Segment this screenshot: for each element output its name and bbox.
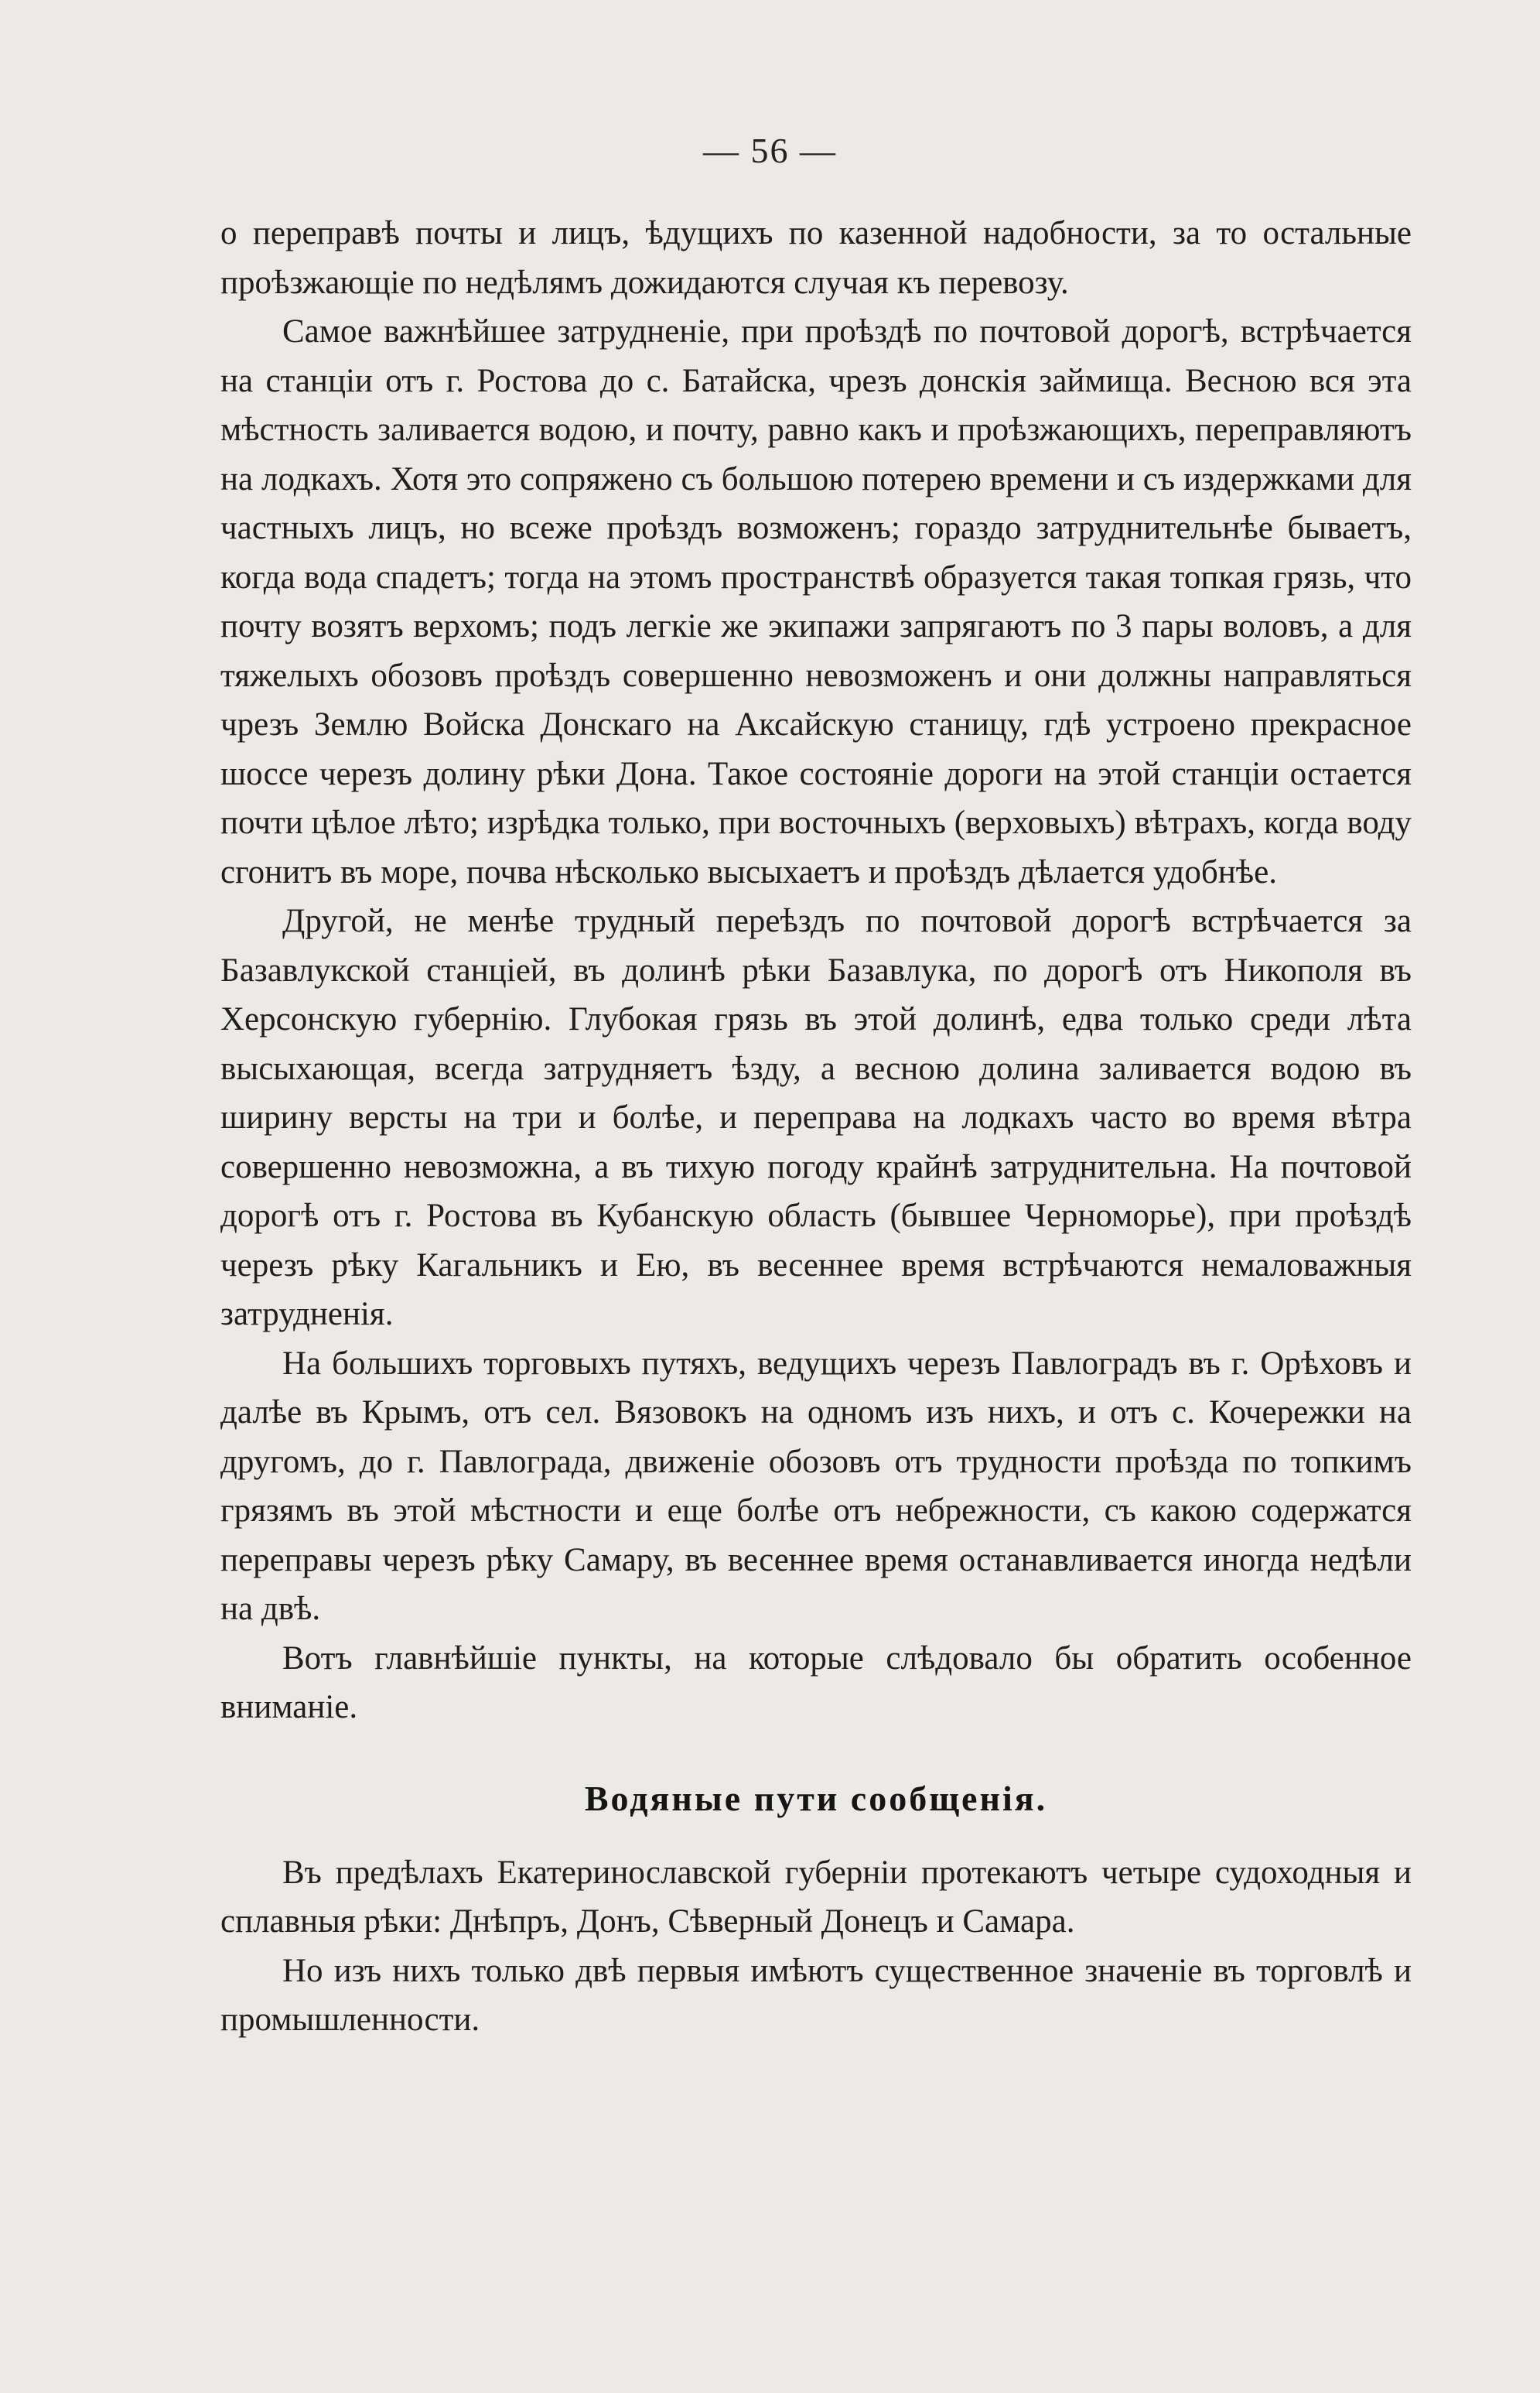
- paragraph-main-points: Вотъ главнѣйшіе пункты, на которые слѣдовало бы обратить особенное вниманіе.: [220, 1639, 1412, 1725]
- paragraph-rivers-significance: Но изъ нихъ только двѣ первыя имѣютъ существенное значеніе въ торговлѣ и промышленности.: [220, 1952, 1412, 2038]
- paragraph-rostov-bataysk: Самое важнѣйшее затрудненіе, при проѣздѣ по почтовой дорогѣ, встрѣчается на станціи отъ г. Ростова до с. Батайска, чрезъ донскія займища. Весною вся эта мѣстность заливается водою, и почту, равно какъ и проѣзжающихъ, переправляютъ на лодкахъ. Хотя это сопряжено съ большою потерею времени и съ издержками для частныхъ лицъ, но всеже проѣздъ возможенъ; гораздо затруднительнѣе бываетъ, когда вода спадетъ; тогда на этомъ пространствѣ образуется такая топкая грязь, что почту возятъ верхомъ; подъ легкіе же экипажи запрягаютъ по 3 пары воловъ, а для тяжелыхъ обозовъ проѣздъ совершенно невозможенъ и они должны направляться чрезъ Землю Войска Донскаго на Аксайскую станицу, гдѣ устроено прекрасное шоссе черезъ долину рѣки Дона. Такое состояніе дороги на этой станціи остается почти цѣлое лѣто; изрѣдка только, при восточныхъ (верховыхъ) вѣтрахъ, когда воду сгонитъ въ море, почва нѣсколько высыхаетъ и проѣздъ дѣлается удобнѣе.: [220, 313, 1412, 891]
- paragraph-rivers: Въ предѣлахъ Екатеринославской губерніи протекаютъ четыре судоходныя и сплавныя рѣки: Днѣпръ, Донъ, Сѣверный Донецъ и Самара.: [220, 1854, 1412, 1940]
- paragraph-pavlograd: На большихъ торговыхъ путяхъ, ведущихъ черезъ Павлоградъ въ г. Орѣховъ и далѣе въ Крымъ, отъ сел. Вязовокъ на одномъ изъ нихъ, и отъ с. Кочережки на другомъ, до г. Павлограда, движеніе обозовъ отъ трудности проѣзда по топкимъ грязямъ въ этой мѣстности и еще болѣе отъ небрежности, съ какою содержатся переправы черезъ рѣку Самару, въ весеннее время останавливается иногда недѣли на двѣ.: [220, 1345, 1412, 1627]
- paragraph-continuation: о переправѣ почты и лицъ, ѣдущихъ по казенной надобности, за то остальные проѣзжающіе по недѣлямъ дожидаются случая къ перевозу.: [220, 215, 1412, 301]
- body-text: [220, 209, 1412, 2045]
- paragraph-bazavluk: Другой, не менѣе трудный переѣздъ по почтовой дорогѣ встрѣчается за Базавлукской станціей, въ долинѣ рѣки Базавлука, по дорогѣ отъ Никополя въ Херсонскую губернію. Глубокая грязь въ этой долинѣ, едва только среди лѣта высыхающая, всегда затрудняетъ ѣзду, а весною долина заливается водою въ ширину версты на три и болѣе, и переправа на лодкахъ часто во время вѣтра совершенно невозможна, а въ тихую погоду крайнѣ затруднительна. На почтовой дорогѣ отъ г. Ростова въ Кубанскую область (бывшее Черноморье), при проѣздѣ черезъ рѣку Кагальникъ и Ею, въ весеннее время встрѣчаются немаловажныя затрудненія.: [220, 903, 1412, 1332]
- section-heading: Водяные пути сообщенія.: [584, 1778, 1048, 1818]
- page-number: — 56 —: [703, 131, 837, 170]
